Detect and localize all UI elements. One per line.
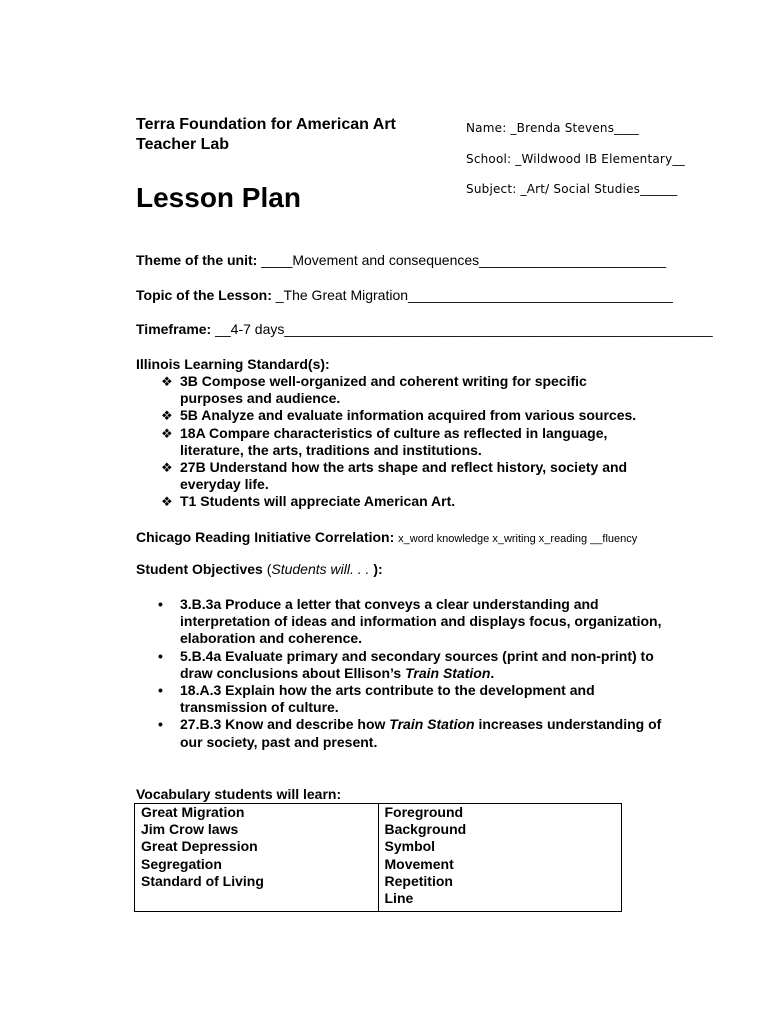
vocabulary-term: Jim Crow laws <box>141 821 239 838</box>
list-item <box>136 459 636 493</box>
vocabulary-table <box>134 803 622 912</box>
diamond-bullet-icon: ❖ <box>161 374 173 389</box>
theme-value: ____Movement and consequences________________________ <box>261 252 667 268</box>
page-title: Lesson Plan <box>136 182 301 213</box>
list-item-line: T1 Students will appreciate American Art. <box>180 493 456 510</box>
vocabulary-column-left <box>135 804 379 912</box>
objectives-label: Student Objectives <box>136 561 263 577</box>
topic-label: Topic of the Lesson: <box>136 287 272 303</box>
standards-heading: Illinois Learning Standard(s): <box>136 356 330 372</box>
objectives-paren-open: ( <box>266 561 272 577</box>
vocabulary-term: Background <box>384 821 467 838</box>
vocabulary-term: Foreground <box>384 804 464 820</box>
vocabulary-heading: Vocabulary students will learn: <box>136 786 342 802</box>
bullet-icon: • <box>158 596 163 612</box>
vocabulary-term: Segregation <box>141 855 222 872</box>
vocabulary-term: Symbol <box>384 838 436 855</box>
subject-field: Subject: _Art/ Social Studies______ <box>466 182 678 196</box>
artwork-title: Train Station <box>405 664 491 681</box>
vocabulary-term: Great Depression <box>141 838 258 855</box>
vocabulary-column-right <box>378 804 622 912</box>
artwork-title: Train Station <box>389 716 475 733</box>
vocabulary-term: Movement <box>384 855 454 872</box>
organization-subtitle: Teacher Lab <box>136 136 230 153</box>
objectives-heading <box>136 561 383 577</box>
organization-name: Terra Foundation for American Art <box>136 116 396 133</box>
list-item-line: 3.B.3a Produce a letter that conveys a clear understanding and <box>180 596 599 612</box>
vocabulary-term: Standard of Living <box>141 872 264 889</box>
list-item-line: our society, past and present. <box>180 733 378 750</box>
list-item-line: purposes and audience. <box>180 390 341 407</box>
list-item <box>136 493 636 510</box>
list-item-line: everyday life. <box>180 476 269 493</box>
list-item <box>136 407 636 424</box>
list-item <box>136 596 662 648</box>
list-item-line: 27B Understand how the arts shape and reflect history, society and <box>180 459 628 476</box>
list-item-line-end: increases understanding of <box>474 716 662 733</box>
list-item-line: 5.B.4a Evaluate primary and secondary sources (print and non-print) to <box>180 647 654 664</box>
vocabulary-term: Repetition <box>384 872 453 889</box>
list-item-line: transmission of culture. <box>180 699 339 716</box>
list-item <box>136 425 636 459</box>
timeframe-value: __4-7 days_______________________________________________________ <box>215 321 713 337</box>
topic-of-lesson-row <box>136 287 673 303</box>
standards-list <box>136 373 636 511</box>
objectives-label-italic: Students will. . . <box>271 561 374 577</box>
list-item <box>136 682 662 716</box>
vocabulary-term: Great Migration <box>141 804 245 820</box>
list-item-line: 27.B.3 Know and describe how <box>180 716 390 733</box>
objectives-list <box>136 596 662 751</box>
list-item <box>136 373 636 407</box>
diamond-bullet-icon: ❖ <box>161 425 173 441</box>
topic-value: _The Great Migration__________________________________ <box>275 287 673 303</box>
timeframe-label: Timeframe: <box>136 321 212 337</box>
bullet-icon: • <box>158 682 163 699</box>
theme-of-unit-row <box>136 252 666 268</box>
bullet-icon: • <box>158 716 163 733</box>
timeframe-row <box>136 321 713 337</box>
list-item-line-end: . <box>490 664 495 681</box>
diamond-bullet-icon: ❖ <box>161 494 173 510</box>
correlation-label: Chicago Reading Initiative Correlation: <box>136 529 395 545</box>
list-item-line: draw conclusions about Ellison’s <box>180 664 406 681</box>
objectives-paren-close: ): <box>373 561 383 577</box>
list-item-line: 18.A.3 Explain how the arts contribute to the development and <box>180 682 595 699</box>
list-item-line: 3B Compose well-organized and coherent writing for specific <box>180 373 587 389</box>
list-item <box>136 648 662 682</box>
list-item-line: elaboration and coherence. <box>180 630 363 647</box>
teacher-name-field: Name: _Brenda Stevens____ <box>466 121 639 135</box>
list-item-line: interpretation of ideas and information and displays focus, organization, <box>180 613 662 630</box>
diamond-bullet-icon: ❖ <box>161 460 173 476</box>
list-item <box>136 716 662 750</box>
reading-correlation-row <box>136 529 637 545</box>
bullet-icon: • <box>158 647 163 664</box>
list-item-line: 18A Compare characteristics of culture as reflected in language, <box>180 424 608 441</box>
correlation-value: x_word knowledge x_writing x_reading __fluency <box>398 533 638 545</box>
list-item-line: 5B Analyze and evaluate information acquired from various sources. <box>180 407 637 424</box>
school-field: School: _Wildwood IB Elementary__ <box>466 152 685 166</box>
diamond-bullet-icon: ❖ <box>161 408 173 424</box>
table-row <box>135 804 622 912</box>
vocabulary-term: Line <box>384 890 414 907</box>
theme-label: Theme of the unit: <box>136 252 258 268</box>
list-item-line: literature, the arts, traditions and institutions. <box>180 441 482 458</box>
